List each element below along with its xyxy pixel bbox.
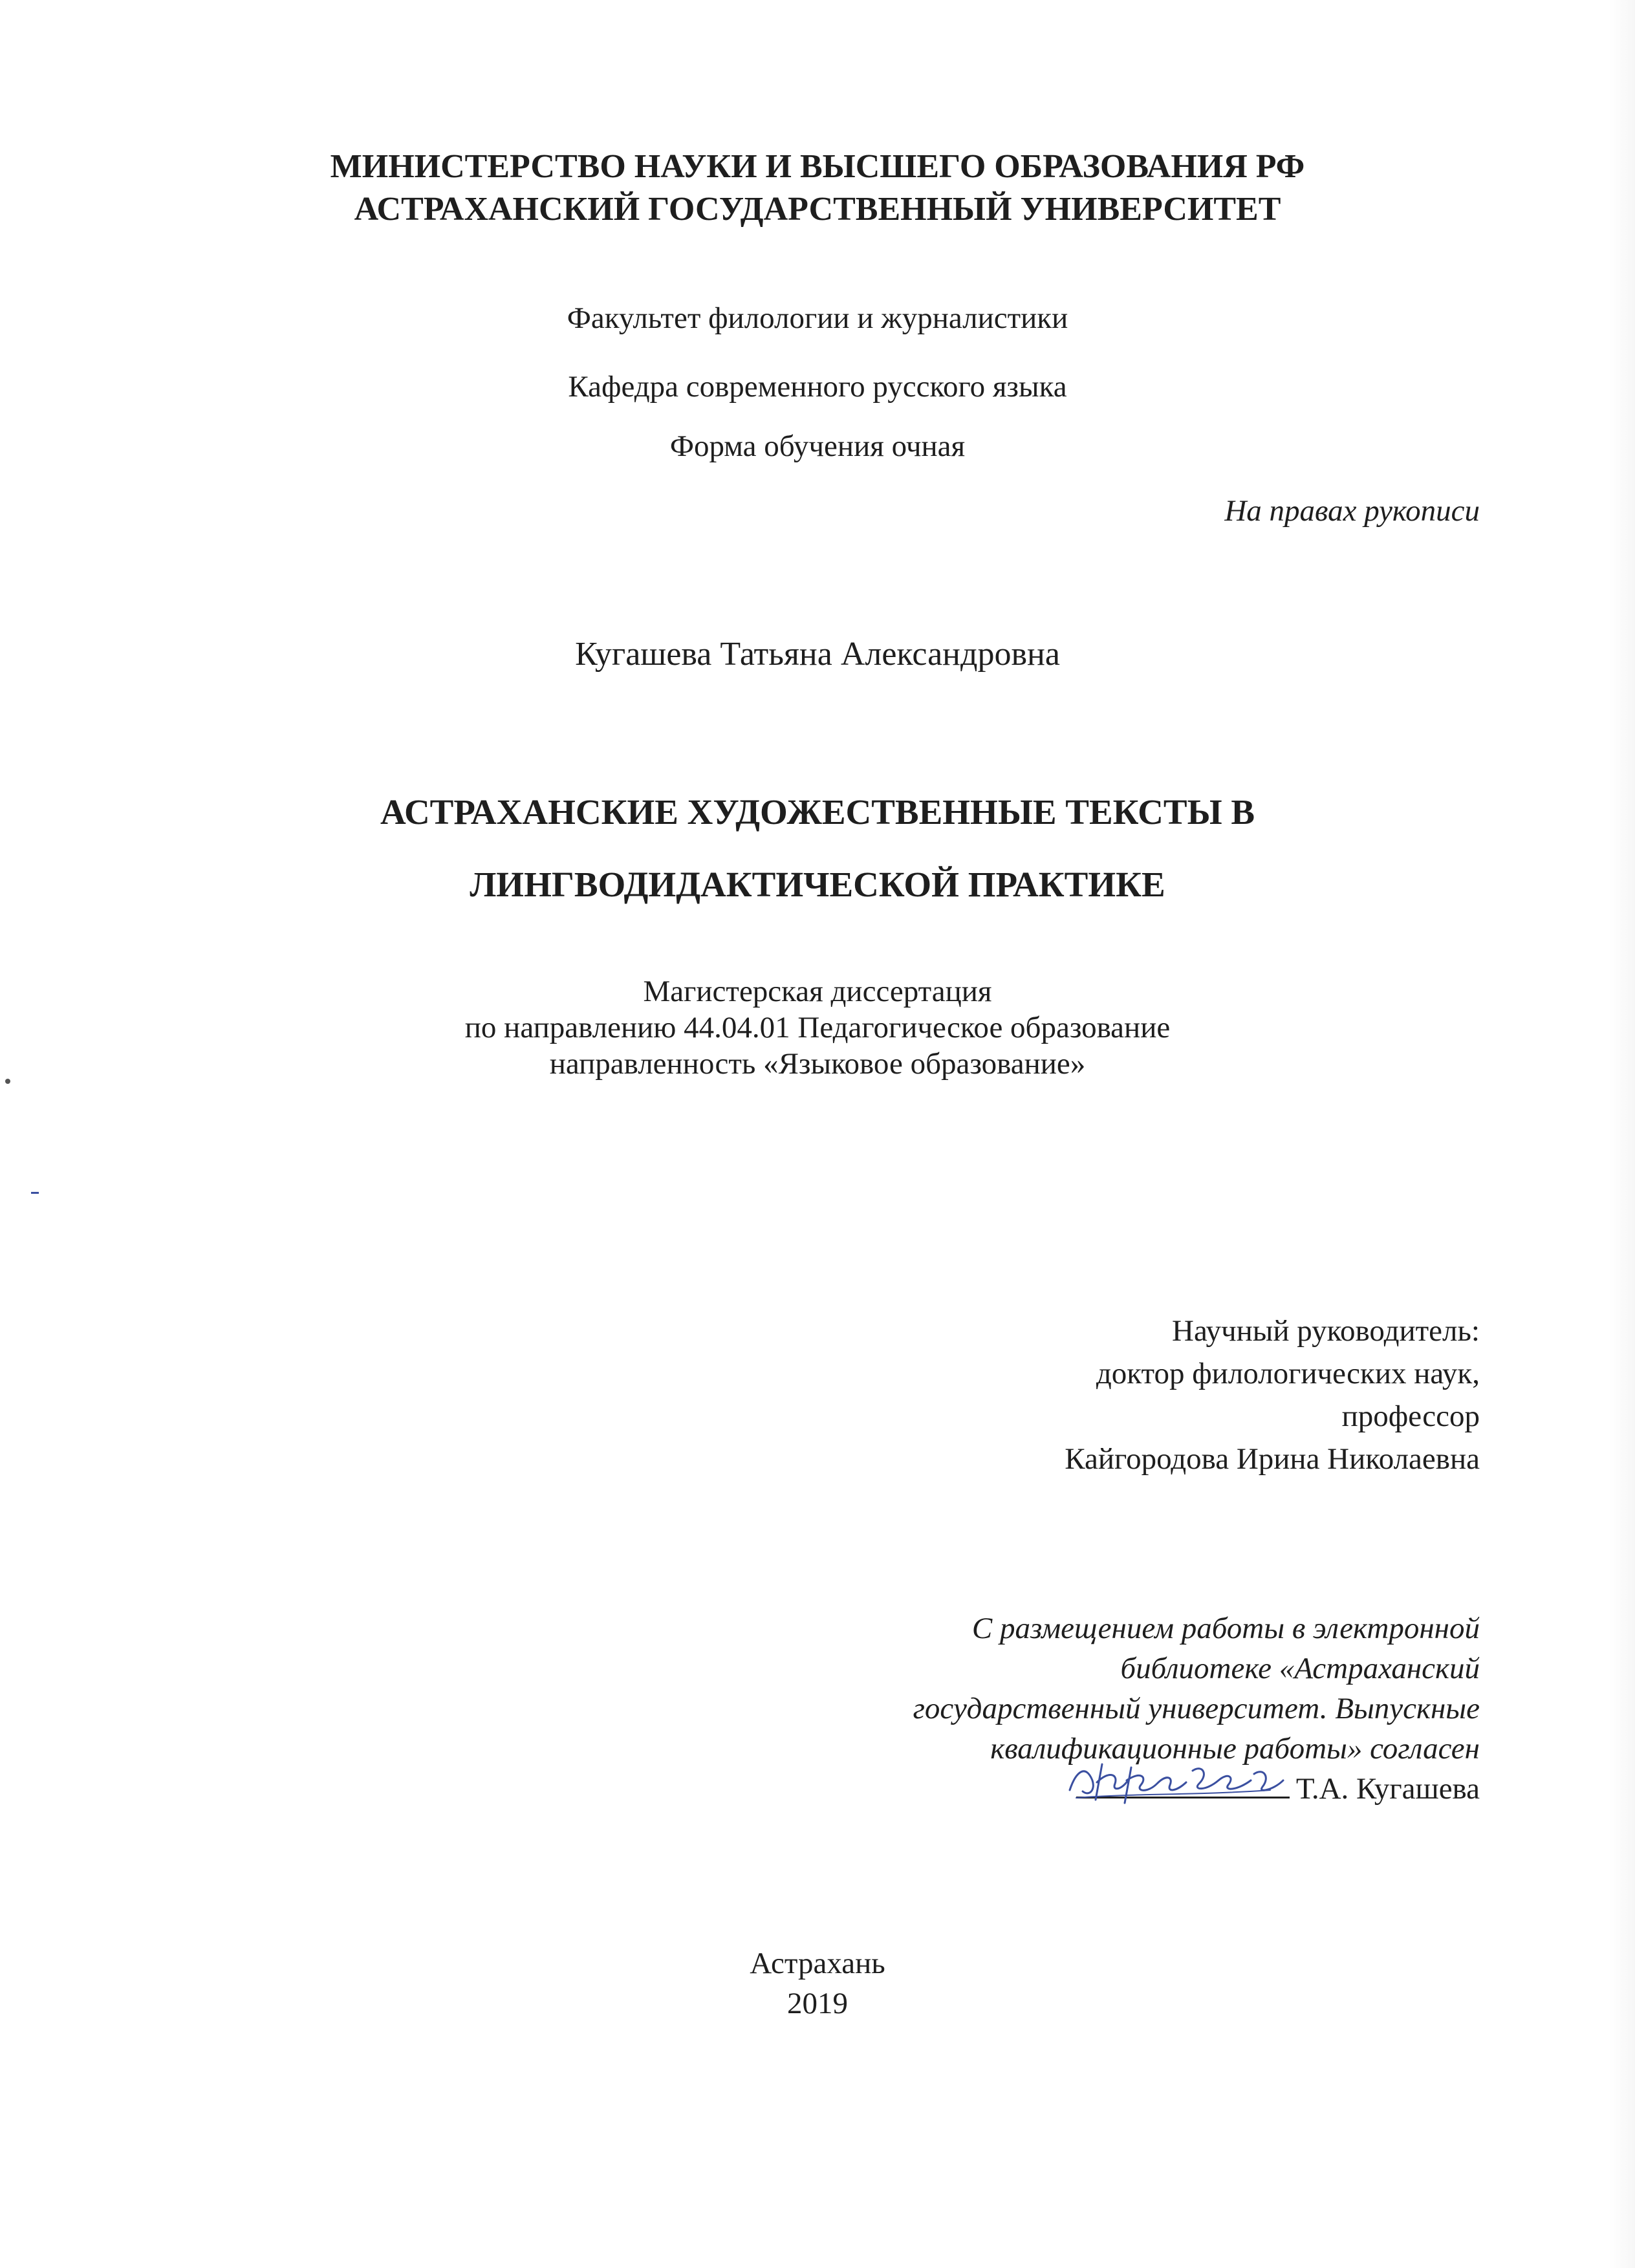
supervisor-label: Научный руководитель: xyxy=(1172,1314,1480,1348)
footer-block xyxy=(0,1943,1635,2024)
handwritten-signature xyxy=(1057,1745,1303,1809)
degree-type: Магистерская диссертация xyxy=(643,975,992,1008)
city-name: Астрахань xyxy=(750,1947,885,1980)
ministry-header xyxy=(0,146,1635,231)
degree-direction: по направлению 44.04.01 Педагогическое образование xyxy=(464,1011,1171,1044)
university-name: АСТРАХАНСКИЙ ГОСУДАРСТВЕННЫЙ УНИВЕРСИТЕТ xyxy=(354,191,1281,228)
scan-edge-shadow xyxy=(1609,0,1635,2268)
supervisor-block xyxy=(1065,1310,1480,1480)
thesis-title-line-1: АСТРАХАНСКИЕ ХУДОЖЕСТВЕННЫЕ ТЕКСТЫ В xyxy=(380,792,1255,832)
signature-underline xyxy=(1076,1771,1290,1798)
consent-line-2: библиотеке «Астраханский xyxy=(1120,1652,1480,1685)
author-name: Кугашева Татьяна Александровна xyxy=(575,636,1060,673)
study-form-line: Форма обучения очная xyxy=(669,429,966,463)
scan-speck xyxy=(5,1079,10,1084)
rights-note: На правах рукописи xyxy=(1224,494,1480,528)
signer-name: Т.А. Кугашева xyxy=(1295,1772,1480,1806)
supervisor-rank: профессор xyxy=(1341,1399,1480,1433)
signature-line xyxy=(913,1769,1480,1809)
consent-line-4: квалификационные работы» согласен xyxy=(990,1732,1480,1766)
supervisor-degree: доктор филологических наук, xyxy=(1096,1357,1480,1390)
supervisor-name: Кайгородова Ирина Николаевна xyxy=(1065,1442,1480,1476)
year: 2019 xyxy=(787,1987,848,2020)
degree-focus: направленность «Языковое образование» xyxy=(549,1047,1086,1081)
department-line: Кафедра современного русского языка xyxy=(568,370,1067,404)
thesis-title xyxy=(0,776,1635,921)
consent-line-1: С размещением работы в электронной xyxy=(971,1612,1480,1645)
ministry-line-1: МИНИСТЕРСТВО НАУКИ И ВЫСШЕГО ОБРАЗОВАНИЯ РФ xyxy=(330,148,1305,185)
consent-block xyxy=(913,1608,1480,1809)
degree-block xyxy=(0,973,1635,1082)
thesis-title-line-2: ЛИНГВОДИДАКТИЧЕСКОЙ ПРАКТИКЕ xyxy=(470,865,1165,904)
ink-speck xyxy=(31,1192,39,1194)
faculty-line: Факультет филологии и журналистики xyxy=(567,301,1068,335)
consent-line-3: государственный университет. Выпускные xyxy=(913,1692,1480,1725)
